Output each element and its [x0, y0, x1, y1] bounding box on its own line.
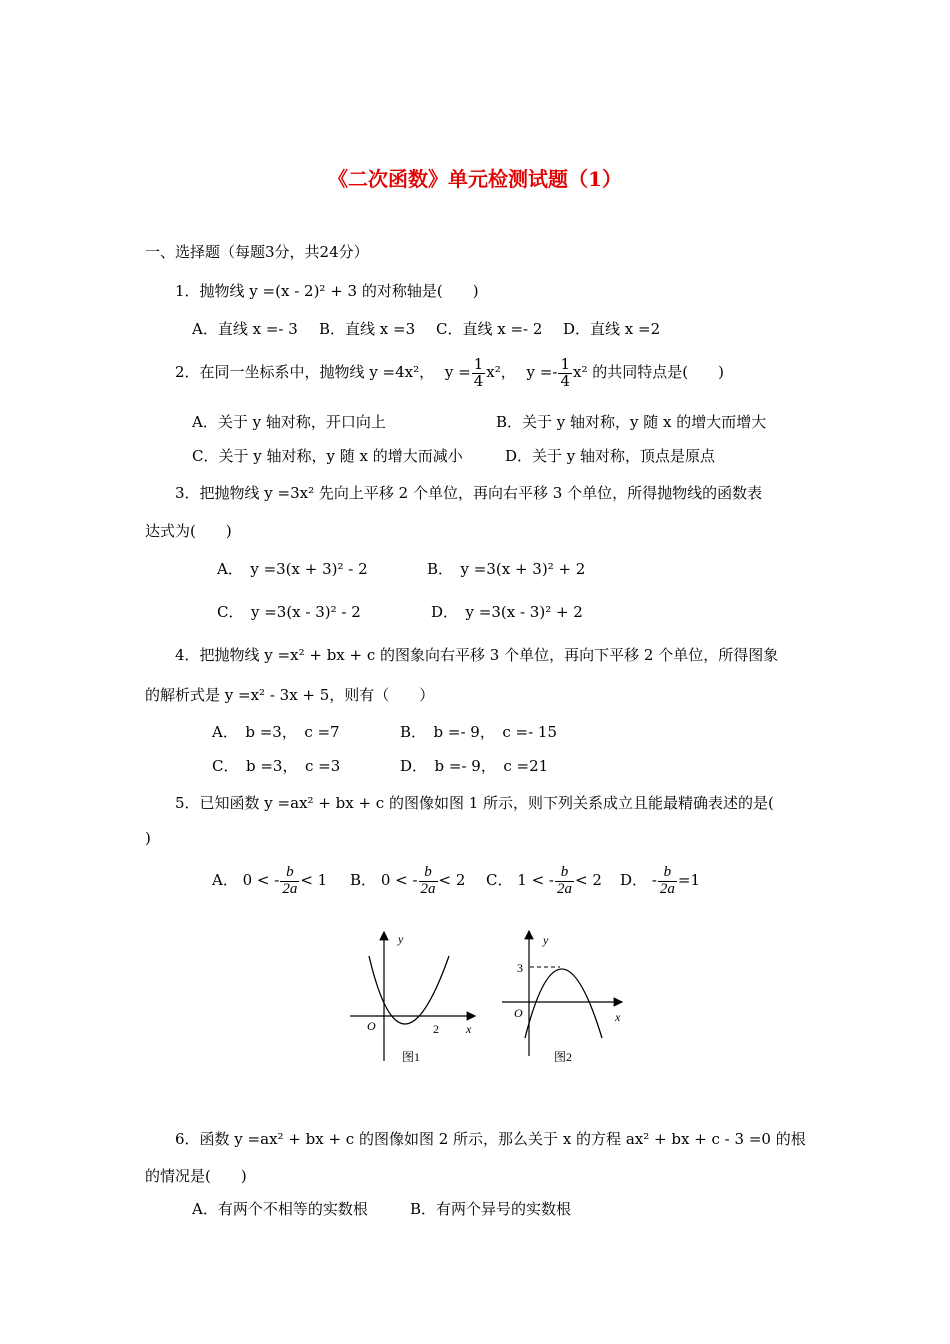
fig1-two-label: 2: [433, 1022, 439, 1036]
q3-option-b: B． y =3(x + 3)² + 2: [427, 560, 586, 578]
figure-2: [498, 926, 633, 1071]
q6-option-a: A．有两个不相等的实数根: [192, 1200, 368, 1218]
q5-option-b: [350, 858, 465, 902]
q5-a-pre: 0 < -: [242, 871, 280, 889]
q5-b-pre: 0 < -: [380, 871, 418, 889]
question-4: 4．把抛物线 y =x² + bx + c 的图象向右平移 3 个单位，再向下平移 2 个单位，所得图象: [175, 646, 779, 664]
fig2-y-label: y: [543, 933, 549, 947]
q3-option-c: C． y =3(x - 3)² - 2: [217, 603, 361, 621]
q2-frac1-num: 1: [473, 354, 484, 373]
q4-option-c: C． b =3， c =3: [212, 757, 341, 775]
q2-eq3-b: x² 的共同特点是( ): [572, 363, 724, 381]
q5-d-num: b: [658, 865, 677, 882]
q2-prefix: 2．在同一坐标系中，抛物线 y =4x²，: [175, 363, 435, 381]
fig2-x-label: x: [615, 1010, 621, 1024]
q1-option-b: B．直线 x =3: [319, 320, 416, 338]
q5-d-label: D．: [620, 871, 648, 889]
fig1-caption: 图1: [402, 1050, 421, 1064]
q2-eq2-b: x²，: [486, 363, 516, 381]
q5-a-label: A．: [212, 871, 238, 889]
q1-option-a: A．直线 x =- 3: [192, 320, 298, 338]
question-5-cont: ): [145, 829, 151, 847]
q2-option-b: B．关于 y 轴对称，y 随 x 的增大而增大: [496, 413, 767, 431]
q5-b-den: 2a: [420, 880, 436, 897]
q3-option-d: D． y =3(x - 3)² + 2: [431, 603, 583, 621]
fig1-x-label: x: [466, 1022, 472, 1036]
fig2-caption: 图2: [554, 1050, 573, 1064]
q2-frac1-den: 4: [473, 371, 484, 390]
page-title: 《二次函数》单元检测试题（1）: [328, 167, 622, 191]
q5-b-fraction: [419, 865, 438, 898]
q5-c-num: b: [555, 865, 574, 882]
fig2-parabola: [525, 969, 602, 1038]
q2-frac2-den: 4: [560, 371, 570, 390]
q4-option-b: B． b =- 9， c =- 15: [400, 723, 558, 741]
q2-option-c: C．关于 y 轴对称，y 随 x 的增大而减小: [192, 447, 463, 465]
question-3: 3．把抛物线 y =3x² 先向上平移 2 个单位，再向右平移 3 个单位，所得抛物线的函数表: [175, 484, 763, 502]
q5-d-fraction: [658, 865, 677, 898]
q4-option-d: D． b =- 9， c =21: [400, 757, 549, 775]
q5-b-num: b: [419, 865, 438, 882]
q5-option-c: [486, 858, 602, 902]
q2-fraction-1: [472, 354, 486, 390]
question-2: [175, 352, 724, 392]
q2-frac2-num: 1: [560, 354, 570, 373]
q2-eq3-a: y =-: [526, 363, 558, 381]
q5-b-label: B．: [350, 871, 377, 889]
q5-d-den: 2a: [659, 880, 675, 897]
q5-a-num: b: [280, 865, 299, 882]
q3-option-a: A． y =3(x + 3)² - 2: [217, 560, 368, 578]
question-5: 5．已知函数 y =ax² + bx + c 的图像如图 1 所示，则下列关系成立且能最精确表述的是(: [175, 794, 774, 812]
q5-c-post: < 2: [574, 871, 602, 889]
q5-c-label: C．: [486, 871, 513, 889]
figure-1: [345, 926, 485, 1071]
q2-eq2-a: y =: [444, 363, 471, 381]
q5-c-den: 2a: [556, 880, 572, 897]
q5-a-post: < 1: [300, 871, 328, 889]
q5-d-post: =1: [677, 871, 701, 889]
q2-option-d: D．关于 y 轴对称，顶点是原点: [505, 447, 716, 465]
q2-option-a: A．关于 y 轴对称，开口向上: [192, 413, 386, 431]
q5-option-d: [620, 858, 700, 902]
q5-option-a: [212, 858, 327, 902]
q5-a-den: 2a: [282, 880, 298, 897]
question-6-cont: 的情况是( ): [145, 1167, 247, 1185]
fig2-three-label: 3: [517, 961, 523, 975]
q5-a-fraction: [280, 865, 299, 898]
question-6: 6．函数 y =ax² + bx + c 的图像如图 2 所示，那么关于 x 的方程 ax² + bx + c - 3 =0 的根: [175, 1130, 806, 1148]
q5-b-post: < 2: [438, 871, 466, 889]
q6-option-b: B．有两个异号的实数根: [410, 1200, 572, 1218]
section-heading: 一、选择题（每题3分，共24分）: [145, 243, 369, 261]
q5-c-pre: 1 < -: [517, 871, 554, 889]
q5-d-pre: -: [651, 871, 657, 889]
fig2-origin-label: O: [514, 1006, 523, 1020]
q2-fraction-2: [558, 354, 572, 390]
question-1: 1．抛物线 y =(x - 2)² + 3 的对称轴是( ): [175, 282, 479, 300]
q4-option-a: A． b =3， c =7: [212, 723, 340, 741]
question-4-cont: 的解析式是 y =x² - 3x + 5，则有（ ）: [145, 686, 435, 704]
fig1-parabola: [369, 956, 449, 1024]
fig1-y-label: y: [398, 932, 404, 946]
q5-c-fraction: [555, 865, 574, 898]
q1-option-c: C．直线 x =- 2: [436, 320, 543, 338]
q1-option-d: D．直线 x =2: [563, 320, 661, 338]
question-3-cont: 达式为( ): [145, 522, 232, 540]
fig1-origin-label: O: [367, 1019, 376, 1033]
